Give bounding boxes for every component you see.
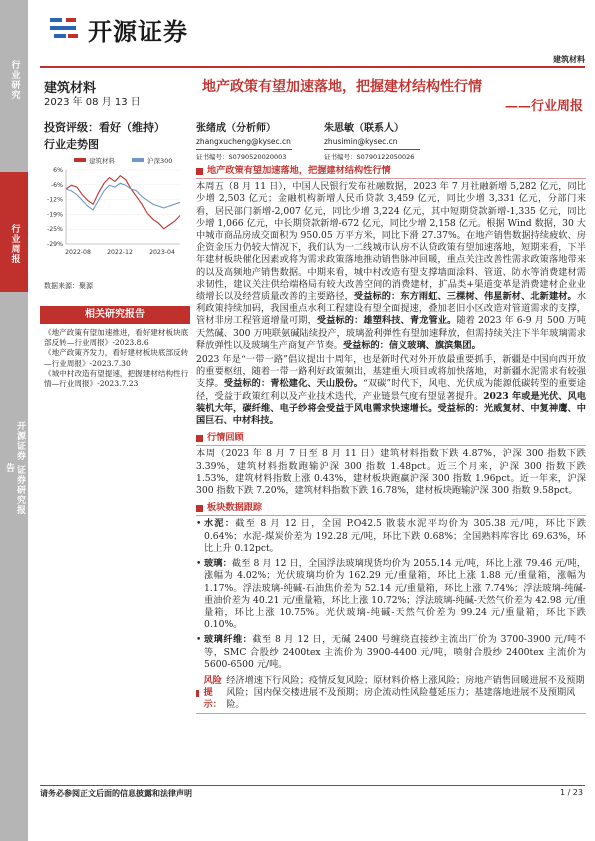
main-content: [196, 164, 586, 716]
risk-section: 风险提示： 经济增速下行风险；疫情反复风险；原材料价格上涨风险；房地产销售回暖进展不及预期风险；国内保交楼进展不及预期；房企流动性风险蔓延压力；基建落地进展不及预期风险。: [196, 675, 586, 712]
brand-name: 开源证券: [88, 17, 188, 46]
author-cert: 证书编号：S0790122050026: [324, 149, 420, 161]
sidebar-tab-weekly: 行业周报: [0, 172, 28, 292]
y-tick-label: 6%: [53, 167, 63, 174]
y-tick-label: -19%: [47, 211, 63, 219]
trend-chart-label: 行业走势图: [44, 138, 99, 151]
section-marker-icon: [196, 690, 199, 697]
chart-source: 数据来源：聚源: [44, 282, 93, 290]
author-name: 张绪成（分析师）: [196, 123, 276, 134]
related-research-heading: 相关研究报告: [40, 306, 190, 324]
bullet-icon: •: [196, 559, 202, 570]
investment-rating: 投资评级：看好（维持）: [44, 121, 165, 134]
trend-chart: [34, 152, 184, 262]
y-tick-label: -12%: [47, 196, 63, 204]
legend-swatch: [132, 158, 144, 162]
section-heading: 板块数据跟踪: [196, 502, 586, 514]
section-heading: 地产政策有望加速落地，把握建材结构性行情: [196, 165, 586, 177]
report-date: 2023 年 08 月 13 日: [44, 97, 141, 108]
header-divider: [40, 66, 585, 68]
section-heading: 行情回顾: [196, 432, 586, 444]
footer-divider: [40, 785, 585, 786]
section-paragraph: 本周（2023 年 8 月 7 日至 8 月 11 日）建筑材料指数下跌 4.87%，沪深 300 指数下跌 3.39%，建筑材料指数跑输沪深 300 指数 1.48pct。近三个月来，沪深 300 指数下跌 1.53%，建筑材料指数上涨 0.43%，建材板块跑赢沪深 300 指数 1.96pct。近一年来，沪深 300 指数下跌 7.20%，建筑材料指数下跌 16.78%，建材板块跑输沪深 300 指数 9.58pct。: [196, 448, 586, 497]
sidebar-tab-research: 行业研究: [9, 60, 20, 100]
author-1: [196, 119, 292, 161]
bullet-icon: •: [196, 519, 202, 530]
author-email[interactable]: zhusimin@kysec.cn: [324, 137, 398, 146]
author-name: 朱思敏（联系人）: [324, 123, 404, 134]
author-email[interactable]: zhangxucheng@kysec.cn: [196, 137, 291, 146]
report-subtitle: ——行业周报: [504, 99, 583, 114]
related-item[interactable]: 《城中村改造有望提速，把握建材结构性行情—行业周报》-2023.7.23: [44, 368, 189, 389]
section-paragraph: 本周五（8 月 11 日），中国人民银行发布社融数据，2023 年 7 月社融新增 5,282 亿元，同比少增 2,503 亿元；金融机构新增人民币贷款 3,459 亿元，同比少增 3,331 亿元，分部门来看，居民部门新增-2,007 亿元，同比少增 3,224 亿元，其中短期贷款新增-1,335 亿元，同比少增 1,066 亿元，中长期贷款新增-672 亿元，同比少增 2,158 亿元。根据 Wind 数据，30 大中城市商品房成交面积为 950.05 万平方米，同比下滑 27.37%。在地产销售数据持续疲软、房企资金压力仍较大情况下，我们认为一二线城市认房不认贷政策有望加速落地，短期来看，下半年建材板块催化因素或将为需求政策落地推动销售脉冲回暖，重点关注改善性需求政策落地带来的以及高频地产销售数据。中期来看，城中村改造有望支撑墙面涂料、管道、防水等消费建材需求韧性，建议关注供给端格局有较大改善空间的消费建材，扩品类+渠道变革是消费建材企业业绩增长以及经营质量改善的主要路径，受益标的：东方雨虹、三棵树、伟星新材、北新建材。水利政策持续加码，我国重点水利工程建设有望全面提速，叠加老旧小区改造对管道需求的支撑，管材非房工程管道增量可期，受益标的：雄塑科技、青龙管业。随着 2023 年 6-9 月 500 万吨天然碱、300 万吨联氨碱陆续投产，玻璃盈利弹性有望加速释放，但需持续关注下半年玻璃需求释放弹性以及玻璃生产商复产节奏。受益标的：信义玻璃、旗滨集团。: [196, 181, 587, 351]
related-research-list: [44, 328, 190, 389]
section-marker-icon: [196, 168, 203, 175]
x-tick-label: 2023-04: [149, 249, 175, 256]
bullet-glass: • 玻璃：截至 8 月 12 日，全国浮法玻璃现货均价为 2055.14 元/吨，环比上涨 79.46 元/吨，涨幅为 4.02%；光伏玻璃均价为 162.29 元/重量箱，环比上涨 1.88 元/重量箱，涨幅为 1.17%。浮法玻璃-纯碱-石油焦价差为 52.14 元/重量箱，环比上涨 7.74%；浮法玻璃-纯碱-重油价差为 40.21 元/重量箱，环比上涨 10.72%；浮法玻璃-纯碱-天然气价差为 42.98 元/重量箱，环比上涨 10.75%。光伏玻璃-纯碱-天然气价差为 99.24 元/重量箱，环比下跌 0.10%。: [196, 558, 587, 631]
bullet-glass-fiber: • 玻璃纤维：截至 8 月 12 日，无碱 2400 号缠绕直接纱主流出厂价为 3700-3900 元/吨不等，SMC 合股纱 2400tex 主流价为 3900-4400 元/吨，喷射合股纱 2400tex 主流价为 5600-6500 元/吨。: [196, 634, 586, 670]
legend-label: 沪深300: [147, 157, 173, 165]
author-2: [324, 119, 420, 161]
related-item[interactable]: 《地产政策齐发力，看好建材板块底部反转—行业周报》-2023.7.30: [44, 348, 189, 368]
y-tick-label: -25%: [47, 226, 63, 234]
header-category: 建筑材料: [553, 55, 585, 64]
x-tick-label: 2022-12: [107, 249, 133, 256]
legend-label: 建筑材料: [89, 157, 115, 165]
industry-name: 建筑材料: [44, 81, 97, 96]
x-tick-label: 2022-08: [65, 249, 91, 256]
page-number: 1 / 23: [559, 788, 583, 797]
section-paragraph: 2023 年是“一带一路”倡议提出十周年，也是新时代对外开放最重要抓手，新疆是中国向西开放的重要枢纽，随着一带一路利好政策频出，基建重大项目或将加快落地，对新疆水泥需求有较强支撑。受益标的：青松建化、天山股份。“双碳”时代下，风电、光伏成为能源低碳转型的重要途径，受益于政策红利以及产业技术迭代，产业链景气度有望显著提升。2023 年或是光伏、风电装机大年，碳纤维、电子纱将会受益于风电需求快速增长。受益标的：光威复材、中复神鹰、中国巨石、中材科技。: [196, 354, 587, 427]
brand-logo: [48, 14, 188, 44]
footer-disclaimer: 请务必参阅正文后面的信息披露和法律声明: [40, 788, 192, 798]
logo-mark-icon: [48, 15, 82, 43]
series-line: [66, 176, 180, 229]
section-marker-icon: [196, 505, 203, 512]
section-marker-icon: [196, 435, 203, 442]
related-item[interactable]: 《地产政策有望加速推进，看好建材板块底部反转—行业周报》-2023.8.6: [44, 328, 189, 348]
author-cert: 证书编号：S0790520020003: [196, 149, 292, 161]
legend-swatch: [74, 158, 86, 162]
bullet-icon: •: [196, 635, 202, 646]
series-line: [66, 183, 180, 210]
sidebar-tab-brand: 开源证券 证券研究报告: [4, 420, 25, 516]
bullet-cement: • 水泥：截至 8 月 12 日，全国 P.O42.5 散装水泥平均价为 305.38 元/吨，环比下跌 0.64%；水泥-煤炭价差为 192.28 元/吨，环比下跌 0.68%；全国熟料库容比 69.63%，环比上升 0.12pct。: [196, 518, 587, 554]
y-tick-label: -29%: [47, 241, 63, 248]
report-title: 地产政策有望加速落地，把握建材结构性行情: [202, 79, 482, 95]
y-tick-label: -6%: [50, 181, 63, 189]
